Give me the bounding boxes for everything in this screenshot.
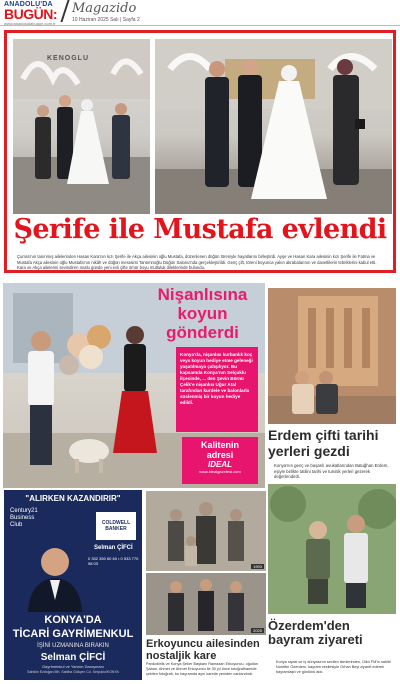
coldwell-line-1: COLDWELL [101,520,131,526]
wedding-headline: Şerife ile Mustafa evlendi [13,214,387,245]
agent-portrait [20,540,90,612]
business-line-2: Business [10,515,35,521]
ad-headline-konya: KONYA'DA [44,614,102,626]
erdem-body-text: Konya'nın genç ve başarılı avukatlarından Batuğhan Erdem, eşiyle birlikte tatilini tarihi ve turistik yerleri gezerek değerlendirdi. [274,463,389,479]
visit-photo-illustration [268,484,396,614]
page-header [0,0,400,26]
logo-main-text: BUGÜN: [4,6,57,22]
erkoyuncu-headline: Erkoyuncu ailesinden nostaljik kare [146,638,260,662]
travel-photo-illustration [268,288,396,424]
coldwell-line-2: BANKER [105,526,127,532]
section-title: Magazido [72,1,137,16]
photo-year-old: 1993 [253,564,262,569]
family-photo-old [146,491,266,571]
wedding-photo-2 [155,39,392,214]
engagement-headline: Nişanlısına koyun gönderdi [157,285,248,342]
ad-subheadline: İŞİNİ UZMANINA BIRAKIN [37,643,109,649]
erkoyuncu-body-text: Pankobirlik ve Konya Şeker Başkanı Ramazan Erkoyuncu, oğulları Şaban, Ahmet ve Ahmet Erkoyuncu ile 30 yıl önce fotoğrafhanede çekilen fotoğrafı, bu bayramda aynı karede yeniden canlandırdı. [146,662,259,676]
ad-slogan: "ALIRKEN KAZANDIRIR" [25,494,121,503]
ad-brand: IDEAL [208,460,232,469]
logo-top-text: ANADOLU'DA [4,1,53,8]
wedding-photo-1 [13,39,150,214]
ad-line-quality: Kalitenin [200,440,239,450]
agent-role: Gayrimenkul ve Yatırım Danışmanı [42,664,104,669]
agent-address: Sahibin Ezdoğan Mh. Sabiha Gökçen Cd. Selçuklu/KONYA [27,670,119,674]
ozerdem-headline: Özerdem'den bayram ziyareti [268,618,363,647]
ad-url: www.idealgazetesi.com [199,469,241,474]
wedding-photo-1-illustration [13,39,150,214]
business-club-logo [10,508,38,529]
agent-name-large: Selman ÇİFCİ [40,652,106,663]
wedding-article [4,30,396,273]
business-line-3: Club [10,522,23,528]
visit-photo [268,484,396,614]
agent-phones: 0 332 350 60 60 • 0 533 770 98 03 [88,556,139,566]
family-photo-new-illustration [146,573,266,635]
engagement-body-text: Konya'da, nişanlısı kurbanlık koç veya koyun hediye etme geleneği yaşatılmaya çalışılıyor. Bu kapsamda Konya'nın Selçuklu ilçesinde, ... den Şevin Börnü Çelik'e nişanlısı Uğur Atal tarafından kurdele ve balonlarla süslenmiş bir koyun hediye edildi. [176,347,258,432]
family-photo-old-illustration [146,491,266,571]
issue-date: 10 Haziran 2025 Salı | Sayfa 2 [72,17,140,23]
photo-year-new: 2025 [253,628,262,633]
agent-name-small: Selman ÇİFCİ [94,545,133,551]
wedding-body-text: Çumra'nın tanınmış ailelerinden Hasan Kara'nın kızı Şerife ile Akça ailesinin oğlu Mustafa, düzenlenen düğün töreniyle hayatlarını birleştirdi. Ayşe ve Hasan Kara ailesinin kızı Şerife ile Fatma ve Mustafa Akça ailesinin oğlu Mustafa'nın nikâh ve düğün merasimi Tantımnoğlu Düğün Salonu'nda gerçekleştirildi. Genç çift, töreni boyunca yakın akrabalarının ve davetlilerin tebriklerini kabul etti. Kara ve Akça ailelerini sevindiren mutlu günde yeni evli çifte ömür boyu mutluluk dileklerinde bulundu. [17,254,377,270]
newspaper-logo[interactable] [4,1,64,26]
erdem-headline: Erdem çifti tarihi yerleri gezdi [268,427,379,459]
coldwell-banker-logo [96,512,136,540]
logo-url: www.anadoludabugun.com.tr [4,21,56,26]
family-photo-new [146,573,266,635]
venue-sign: KENOGLU [47,55,89,62]
ozerdem-body-text: Konya siyasi ve iş dünyasının sevilen isimlerinden, Ülkü FM'in sahibi Nurettin Özerdem, bayram vesilesiyle Orhan Beyi ziyaret ederek bayramlaştı ve gönlünü aldı. [276,660,391,674]
business-line-1: Century21 [10,508,38,514]
ad-line-address: adresi [206,450,234,460]
ideal-ad[interactable] [182,437,258,484]
travel-photo [268,288,396,424]
ad-headline-ticari: TİCARİ GAYRİMENKUL [12,628,134,640]
real-estate-ad[interactable] [4,490,142,680]
wedding-photo-2-illustration [155,39,392,214]
